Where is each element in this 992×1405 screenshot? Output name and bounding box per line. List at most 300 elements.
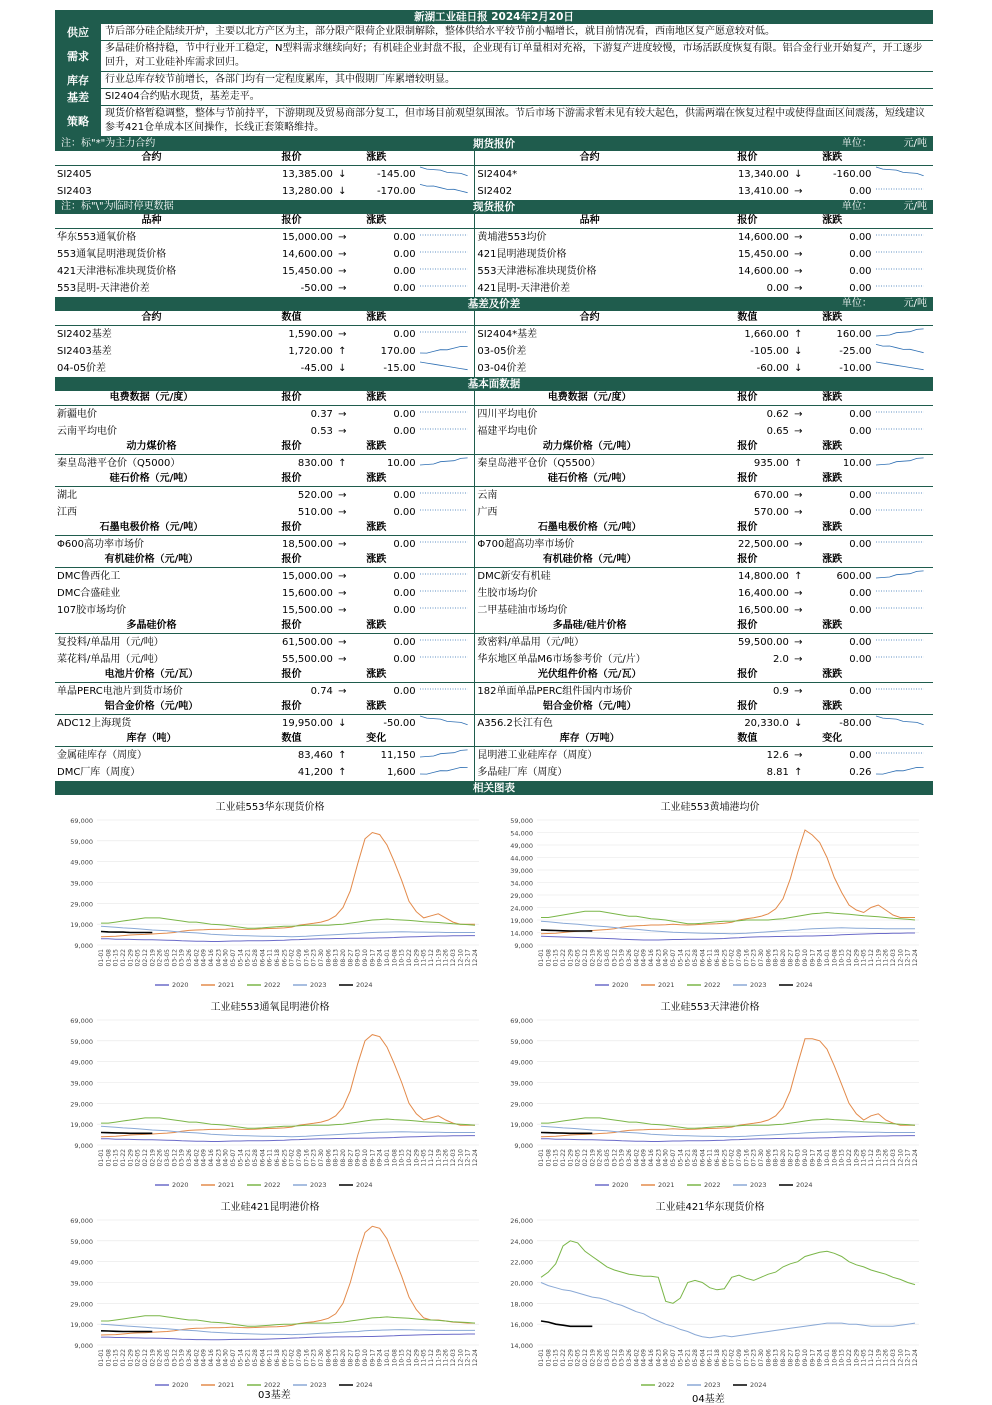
- x-tick-label: 06-18: [714, 1349, 721, 1367]
- x-tick-label: 07-09: [296, 1349, 303, 1367]
- x-tick-label: 05-21: [684, 949, 692, 967]
- x-tick-label: 04-30: [662, 1349, 670, 1367]
- header-cell: 硅石价格（元/吨）: [55, 472, 248, 487]
- header-cell: 报价: [248, 700, 335, 715]
- item-name: 03-05价差: [475, 343, 704, 360]
- x-tick-label: 01-22: [120, 1349, 127, 1367]
- sparkline-cell: [874, 634, 933, 652]
- item-value: 13,280.00: [282, 185, 333, 197]
- x-tick-label: 06-11: [706, 949, 714, 967]
- x-tick-label: 08-13: [332, 949, 340, 967]
- y-tick-label: 19,000: [70, 1321, 93, 1330]
- x-tick-label: 06-11: [266, 1149, 274, 1167]
- legend-label: 2023: [310, 1181, 327, 1189]
- x-tick-label: 09-03: [794, 1149, 802, 1167]
- item-name: 多晶硅厂库（周度）: [475, 764, 704, 781]
- x-tick-label: 10-01: [384, 949, 391, 967]
- y-tick-label: 39,000: [510, 867, 533, 875]
- item-value: 16,400.00: [737, 587, 789, 599]
- x-tick-label: 11-19: [875, 1349, 883, 1367]
- sparkline: [418, 715, 470, 727]
- sparkline-cell: [418, 536, 475, 554]
- sparkline-cell: [874, 263, 933, 280]
- x-tick-label: 06-25: [721, 1349, 729, 1367]
- y-tick-label: 49,000: [510, 842, 533, 850]
- y-tick-label: 39,000: [510, 1079, 533, 1088]
- y-tick-label: 34,000: [510, 879, 533, 888]
- sparkline-cell: [418, 504, 475, 521]
- y-tick-label: 16,000: [510, 1321, 533, 1330]
- x-tick-label: 11-05: [420, 1349, 428, 1367]
- item-change: -15.00: [383, 362, 416, 374]
- x-tick-label: 07-23: [750, 1149, 758, 1167]
- item-change: 0.26: [849, 766, 872, 778]
- item-name: 云南平均电价: [57, 425, 117, 437]
- x-tick-label: 02-05: [134, 1149, 142, 1167]
- item-name: 昆明港工业硅库存（周度）: [475, 747, 704, 765]
- header-cell: 涨跌: [335, 311, 418, 326]
- item-name: SI2402: [475, 183, 704, 200]
- item-value: 15,450.00: [737, 248, 789, 260]
- sparkline: [874, 406, 926, 418]
- x-tick-label: 08-13: [332, 1349, 340, 1367]
- chart: [495, 998, 925, 1193]
- item-name: Φ600高功率市场价: [57, 538, 144, 550]
- x-tick-label: 03-05: [604, 1149, 611, 1167]
- sparkline-line: [876, 344, 924, 352]
- item-value: 61,500.00: [282, 636, 333, 648]
- x-tick-label: 09-24: [376, 949, 384, 967]
- x-tick-label: 09-17: [369, 1149, 377, 1167]
- y-tick-label: 59,000: [70, 1037, 93, 1046]
- header-cell: 库存（万吨）: [475, 732, 704, 747]
- y-tick-label: 19,000: [510, 1121, 533, 1130]
- trend-flat-icon: →: [794, 587, 803, 599]
- chart-svg: [495, 798, 925, 993]
- header-cell: 电费数据（元/度）: [475, 391, 704, 406]
- y-tick-label: 69,000: [70, 1217, 93, 1225]
- y-tick-label: 9,000: [514, 1142, 533, 1150]
- chart-title: 工业硅553天津港价格: [660, 1002, 760, 1013]
- trend-flat-icon: →: [338, 489, 347, 501]
- sparkline: [874, 360, 926, 372]
- table-row: [55, 263, 933, 280]
- x-tick-label: 07-02: [288, 1349, 296, 1367]
- x-tick-label: 01-08: [545, 1349, 553, 1367]
- x-tick-label: 10-15: [398, 1349, 406, 1367]
- item-value: 935.00: [753, 457, 789, 469]
- item-change: -160.00: [832, 168, 872, 180]
- x-tick-label: 01-29: [567, 1349, 575, 1367]
- x-tick-label: 09-17: [809, 949, 817, 967]
- x-tick-label: 01-08: [545, 949, 553, 967]
- header-cell: 数值: [248, 732, 335, 747]
- table-row: [55, 585, 933, 602]
- x-tick-label: 10-01: [824, 1149, 831, 1167]
- trend-up-icon: ↑: [338, 766, 347, 778]
- y-tick-label: 59,000: [70, 837, 93, 846]
- x-tick-label: 10-22: [406, 1149, 413, 1167]
- sparkline: [874, 568, 926, 580]
- x-tick-label: 10-22: [406, 949, 413, 967]
- x-tick-label: 12-03: [890, 1349, 897, 1367]
- sparkline-cell: [418, 360, 475, 377]
- x-tick-label: 08-06: [765, 1149, 773, 1167]
- x-tick-label: 03-26: [186, 1149, 193, 1167]
- item-value: 2.0: [772, 653, 789, 665]
- item-value: 1,590.00: [288, 328, 333, 340]
- section-unit: [842, 200, 927, 214]
- x-tick-label: 09-24: [376, 1149, 384, 1167]
- x-tick-label: 05-07: [230, 949, 237, 967]
- trend-flat-icon: →: [338, 587, 347, 599]
- trend-flat-icon: →: [338, 636, 347, 648]
- section-bar: [55, 137, 933, 151]
- x-tick-label: 12-03: [450, 1149, 457, 1167]
- item-name: 553昆明-天津港价差: [57, 282, 150, 294]
- sparkline: [418, 602, 470, 614]
- summary-label: 需求: [55, 41, 101, 71]
- item-name: 421昆明港现货价格: [475, 246, 704, 263]
- x-tick-label: 03-12: [611, 1349, 619, 1367]
- trend-flat-icon: →: [794, 636, 803, 648]
- header-cell: 涨跌: [791, 391, 874, 406]
- x-tick-label: 01-15: [552, 949, 560, 967]
- x-tick-label: 12-10: [457, 1349, 465, 1367]
- x-tick-label: 04-30: [222, 949, 230, 967]
- chart: [55, 798, 485, 993]
- trend-up-icon: ↑: [794, 328, 803, 340]
- item-name: 生胶市场均价: [475, 585, 704, 602]
- x-tick-label: 02-19: [149, 1349, 157, 1367]
- x-tick-label: 05-14: [677, 949, 685, 967]
- item-name: 云南: [475, 487, 704, 505]
- header-cell: 报价: [248, 440, 335, 455]
- x-tick-label: 10-15: [398, 1149, 406, 1167]
- x-tick-label: 09-10: [802, 1349, 809, 1367]
- legend-label: 2022: [658, 1381, 675, 1389]
- sparkline-line: [876, 362, 924, 370]
- x-tick-label: 02-19: [589, 949, 597, 967]
- x-tick-label: 09-24: [816, 1149, 824, 1167]
- header-cell: 铝合金价格（元/吨）: [475, 700, 704, 715]
- sparkline-cell: [874, 455, 933, 473]
- x-tick-label: 08-27: [787, 949, 795, 967]
- item-change: 0.00: [393, 425, 416, 437]
- item-value: 14,600.00: [737, 231, 789, 243]
- table-header: [55, 668, 933, 683]
- x-tick-label: 01-08: [105, 1349, 113, 1367]
- item-value: 18,500.00: [282, 538, 333, 550]
- x-tick-label: 06-25: [281, 1149, 289, 1167]
- x-tick-label: 05-28: [692, 949, 699, 967]
- legend-label: 2024: [796, 1181, 813, 1189]
- x-tick-label: 09-03: [794, 1349, 802, 1367]
- x-tick-label: 06-04: [699, 1149, 707, 1167]
- x-tick-label: 05-21: [244, 1149, 252, 1167]
- x-tick-label: 11-05: [860, 949, 868, 967]
- x-tick-label: 05-21: [244, 1349, 252, 1367]
- item-value: 1,720.00: [288, 345, 333, 357]
- chart-title: 工业硅421昆明港价格: [220, 1202, 320, 1213]
- sparkline: [874, 326, 926, 338]
- x-tick-label: 07-09: [296, 949, 303, 967]
- header-cell: 涨跌: [791, 619, 874, 634]
- table-row: [55, 455, 933, 473]
- x-tick-label: 04-23: [655, 1349, 663, 1367]
- header-cell: 涨跌: [791, 214, 874, 229]
- x-tick-label: 01-29: [567, 1149, 575, 1167]
- x-tick-label: 01-22: [120, 949, 127, 967]
- x-tick-label: 11-12: [428, 1149, 435, 1167]
- summary-text: 行业总库存较节前增长，各部门均有一定程度累库，其中假期厂库累增较明显。: [105, 74, 455, 85]
- sparkline: [418, 280, 470, 292]
- item-value: 83,460: [297, 749, 333, 761]
- item-value: 0.00: [766, 282, 789, 294]
- section-note: 注：标"\"为临时停更数据: [61, 201, 174, 212]
- x-tick-label: 10-29: [853, 1349, 861, 1367]
- x-tick-label: 08-06: [765, 949, 773, 967]
- item-name: 广西: [475, 504, 704, 521]
- x-tick-label: 04-09: [640, 949, 648, 967]
- unit-label: 单位：: [841, 138, 872, 149]
- x-tick-label: 12-17: [904, 1149, 912, 1167]
- table-row: [55, 764, 933, 781]
- item-change: 0.00: [849, 425, 872, 437]
- x-tick-label: 01-01: [538, 1149, 545, 1167]
- legend-label: 2024: [356, 1181, 373, 1189]
- y-tick-label: 49,000: [70, 858, 93, 867]
- sparkline: [418, 229, 470, 241]
- x-tick-label: 02-26: [596, 1349, 604, 1367]
- x-tick-label: 05-21: [684, 1149, 692, 1167]
- sparkline: [418, 651, 470, 663]
- trend-down-icon: ↓: [794, 362, 803, 374]
- header-cell: 报价: [248, 151, 335, 166]
- item-value: 16,500.00: [737, 604, 789, 616]
- x-tick-label: 10-29: [413, 949, 421, 967]
- x-tick-label: 11-26: [882, 1149, 890, 1167]
- table-row: [55, 747, 933, 765]
- sparkline-cell: [874, 651, 933, 668]
- y-tick-label: 22,000: [510, 1258, 533, 1267]
- x-tick-label: 04-02: [633, 949, 641, 967]
- sparkline: [874, 280, 926, 292]
- sparkline: [418, 634, 470, 646]
- trend-down-icon: ↓: [794, 717, 803, 729]
- header-cell: 涨跌: [791, 700, 874, 715]
- sparkline-cell: [874, 487, 933, 505]
- x-tick-label: 08-13: [332, 1149, 340, 1167]
- x-tick-label: 12-10: [897, 1149, 905, 1167]
- legend-label: 2022: [264, 1381, 281, 1389]
- item-value: 14,600.00: [737, 265, 789, 277]
- table-row: [55, 634, 933, 652]
- sparkline-line: [876, 716, 924, 725]
- y-tick-label: 9,000: [74, 1342, 93, 1350]
- item-name: 复投料/单晶用（元/吨）: [57, 636, 164, 648]
- x-tick-label: 03-05: [164, 949, 171, 967]
- sparkline: [874, 715, 926, 727]
- sparkline-line: [420, 716, 468, 725]
- header-cell: 报价: [248, 391, 335, 406]
- x-tick-label: 09-03: [354, 949, 362, 967]
- trend-flat-icon: →: [338, 408, 347, 420]
- x-tick-label: 02-05: [574, 1349, 582, 1367]
- sparkline-line: [420, 362, 468, 370]
- sparkline: [874, 747, 926, 759]
- sparkline-cell: [874, 246, 933, 263]
- legend-label: 2022: [704, 981, 721, 989]
- x-tick-label: 03-26: [186, 1349, 193, 1367]
- sparkline: [874, 343, 926, 355]
- header-cell: 铝合金价格（元/吨）: [55, 700, 248, 715]
- data-table: [55, 151, 933, 200]
- x-tick-label: 10-01: [824, 1349, 831, 1367]
- table-row: [55, 246, 933, 263]
- footer-left: 03基差: [258, 1390, 291, 1401]
- sparkline: [418, 360, 470, 372]
- trend-flat-icon: →: [794, 604, 803, 616]
- report: [55, 10, 933, 795]
- x-tick-label: 10-29: [853, 949, 861, 967]
- x-tick-label: 06-18: [274, 949, 281, 967]
- x-tick-label: 02-12: [582, 1149, 589, 1167]
- item-value: 520.00: [297, 489, 333, 501]
- y-tick-label: 49,000: [510, 1058, 533, 1067]
- table-row: [55, 651, 933, 668]
- item-value: 13,410.00: [737, 185, 789, 197]
- item-value: 15,000.00: [282, 570, 333, 582]
- x-tick-label: 07-23: [310, 949, 318, 967]
- x-tick-label: 10-08: [391, 1149, 399, 1167]
- legend-label: 2020: [172, 1181, 189, 1189]
- x-tick-label: 03-12: [611, 949, 619, 967]
- x-tick-label: 03-19: [618, 1149, 626, 1167]
- item-name: 致密料/单晶用（元/吨）: [475, 634, 704, 652]
- x-tick-label: 04-09: [200, 949, 208, 967]
- legend-label: 2023: [310, 981, 327, 989]
- item-name: Φ700超高功率市场价: [475, 536, 704, 554]
- data-table: [55, 619, 933, 668]
- item-change: 10.00: [842, 457, 872, 469]
- sparkline-cell: [418, 343, 475, 360]
- item-change: 0.00: [849, 587, 872, 599]
- series-line-2022: [101, 1316, 475, 1327]
- trend-flat-icon: →: [794, 749, 803, 761]
- table-row: [55, 683, 933, 701]
- sparkline: [874, 183, 926, 195]
- legend-label: 2024: [356, 981, 373, 989]
- y-tick-label: 54,000: [510, 829, 533, 838]
- sparkline: [418, 326, 470, 338]
- item-name: 二甲基硅油市场均价: [475, 602, 704, 619]
- item-change: 0.00: [393, 328, 416, 340]
- y-tick-label: 19,000: [510, 917, 533, 925]
- x-tick-label: 11-12: [868, 949, 875, 967]
- header-cell: 报价: [704, 700, 791, 715]
- item-change: 0.00: [849, 653, 872, 665]
- x-tick-label: 08-27: [787, 1149, 795, 1167]
- header-cell: 报价: [704, 214, 791, 229]
- item-value: 59,500.00: [737, 636, 789, 648]
- sparkline-line: [876, 571, 924, 578]
- trend-flat-icon: →: [794, 506, 803, 518]
- trend-flat-icon: →: [338, 604, 347, 616]
- sparkline: [418, 487, 470, 499]
- y-tick-label: 9,000: [74, 1142, 93, 1150]
- x-tick-label: 07-30: [758, 1149, 765, 1167]
- item-change: 0.00: [393, 685, 416, 697]
- header-cell: 品种: [475, 214, 704, 229]
- item-change: 0.00: [849, 265, 872, 277]
- x-tick-label: 02-05: [134, 949, 142, 967]
- table-header: [55, 553, 933, 568]
- legend-label: 2024: [750, 1381, 767, 1389]
- header-cell: 动力煤价格（元/吨）: [475, 440, 704, 455]
- item-change: 0.00: [849, 248, 872, 260]
- x-tick-label: 06-18: [714, 949, 721, 967]
- sparkline-cell: [418, 246, 475, 263]
- sparkline: [418, 406, 470, 418]
- item-value: 14,800.00: [737, 570, 789, 582]
- trend-flat-icon: →: [338, 570, 347, 582]
- x-tick-label: 11-12: [868, 1349, 875, 1367]
- header-cell: 数值: [248, 311, 335, 326]
- x-tick-label: 03-19: [178, 949, 186, 967]
- item-change: 0.00: [393, 248, 416, 260]
- x-tick-label: 06-04: [259, 1149, 267, 1167]
- y-tick-label: 24,000: [510, 904, 533, 913]
- table-row: [55, 406, 933, 424]
- x-tick-label: 05-14: [237, 949, 245, 967]
- item-name: A356.2长江有色: [475, 715, 704, 733]
- x-tick-label: 02-05: [574, 949, 582, 967]
- x-tick-label: 07-16: [303, 949, 311, 967]
- x-tick-label: 02-26: [156, 1149, 164, 1167]
- header-cell: 报价: [704, 521, 791, 536]
- x-tick-label: 08-20: [340, 1149, 347, 1167]
- x-tick-label: 12-24: [912, 949, 919, 967]
- x-tick-label: 12-03: [450, 1349, 457, 1367]
- item-name: SI2403: [57, 185, 92, 197]
- item-value: 1,660.00: [744, 328, 789, 340]
- sparkline-cell: [418, 747, 475, 765]
- x-tick-label: 07-23: [310, 1149, 318, 1167]
- item-name: 107胶市场均价: [57, 604, 127, 616]
- table-header: [55, 214, 933, 229]
- trend-flat-icon: →: [338, 685, 347, 697]
- x-tick-label: 07-23: [750, 949, 758, 967]
- trend-flat-icon: →: [794, 231, 803, 243]
- header-cell: 报价: [704, 472, 791, 487]
- x-tick-label: 05-14: [237, 1349, 245, 1367]
- header-cell: 涨跌: [335, 521, 418, 536]
- sparkline: [418, 183, 470, 195]
- sparkline-cell: [874, 715, 933, 733]
- sparkline-cell: [874, 406, 933, 424]
- sparkline: [874, 487, 926, 499]
- trend-flat-icon: →: [794, 408, 803, 420]
- series-line-2022: [101, 918, 475, 928]
- sparkline-cell: [874, 360, 933, 377]
- legend-label: 2021: [218, 1381, 235, 1389]
- item-value: 0.62: [766, 408, 789, 420]
- item-change: 0.00: [393, 538, 416, 550]
- x-tick-label: 01-08: [545, 1149, 553, 1167]
- trend-flat-icon: →: [338, 265, 347, 277]
- x-tick-label: 02-12: [142, 1149, 149, 1167]
